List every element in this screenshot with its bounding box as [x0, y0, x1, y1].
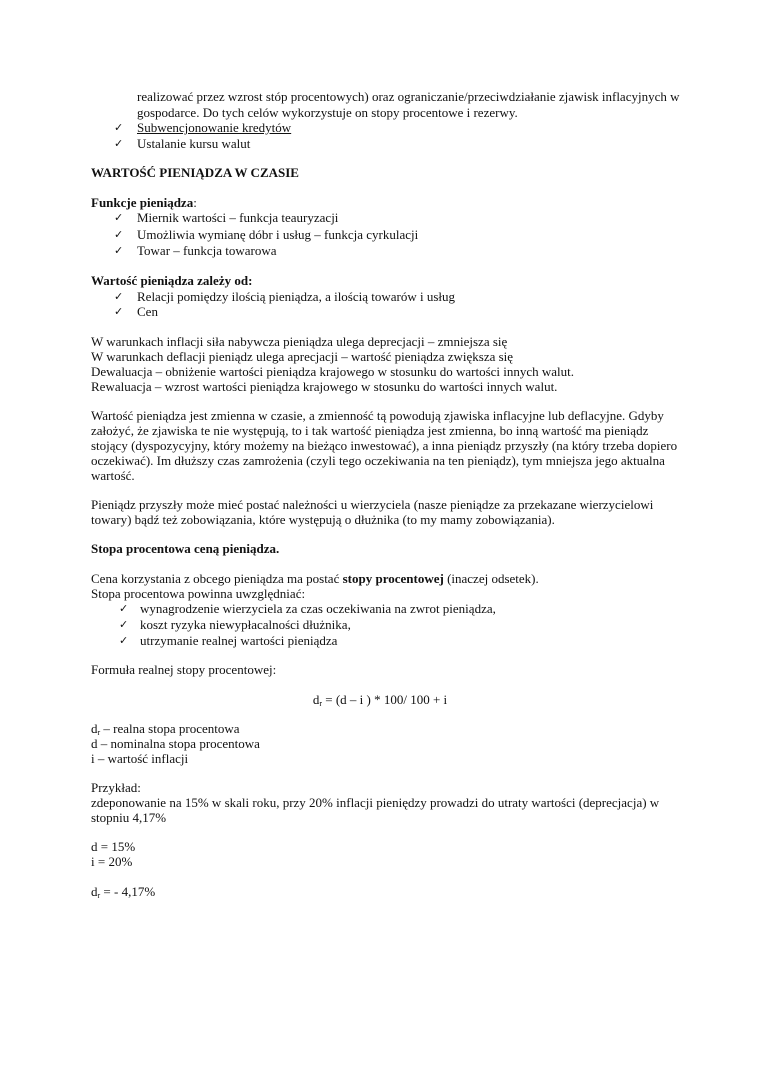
check-icon: ✓	[114, 211, 124, 224]
subheading: Stopa procentowa ceną pieniądza.	[91, 541, 280, 556]
legend-line: d – nominalna stopa procentowa	[91, 736, 260, 751]
list-item: Ustalanie kursu walut	[137, 136, 251, 151]
list-item: wynagrodzenie wierzyciela za czas oczekiwania na zwrot pieniądza,	[140, 601, 496, 616]
paragraph-line: towary) bądź też zobowiązania, które występują o dłużnika (to my mamy zobowiązania).	[91, 512, 555, 527]
formula: $d_r = (d - i$ ) * 100/ 100 + i	[312, 692, 448, 708]
intro-line: realizować przez wzrost stóp procentowych) oraz ograniczanie/przeciwdziałanie zjawisk inflacyjnych w	[137, 89, 680, 104]
subheading: Funkcje pieniądza:	[91, 195, 197, 210]
definition-line: W warunkach inflacji siła nabywcza pieniądza ulega deprecjacji – zmniejsza się	[91, 334, 508, 349]
definition-line: Rewaluacja – wzrost wartości pieniądza krajowego w stosunku do wartości innych walut.	[91, 379, 558, 394]
example-line: stopniu 4,17%	[91, 810, 167, 825]
list-item: Miernik wartości – funkcja teauryzacji	[137, 210, 339, 225]
legend-line: $d_r$ – realna stopa procentowa	[91, 721, 240, 737]
check-icon: ✓	[119, 602, 129, 615]
paragraph-line: stojący (dyspozycyjny, który możemy na bieżąco inwestować), a inna pieniądz przyszły (na który trzeba dopiero	[91, 438, 678, 453]
paragraph-line: Stopa procentowa powinna uwzględniać:	[91, 586, 306, 601]
list-item: Umożliwia wymianę dóbr i usług – funkcja cyrkulacji	[137, 227, 419, 242]
check-icon: ✓	[114, 244, 124, 257]
legend-line: i – wartość inflacji	[91, 751, 189, 766]
check-icon: ✓	[114, 228, 124, 241]
definition-line: Dewaluacja – obniżenie wartości pieniądza krajowego w stosunku do wartości innych walut.	[91, 364, 575, 379]
list-item: Relacji pomiędzy ilością pieniądza, a ilością towarów i usług	[137, 289, 456, 304]
link-subwencjonowanie[interactable]: Subwencjonowanie kredytów	[137, 120, 292, 135]
check-icon: ✓	[114, 137, 124, 150]
example-line: zdeponowanie na 15% w skali roku, przy 20% inflacji pieniędzy prowadzi do utraty wartości (deprecjacja) w	[91, 795, 660, 810]
subheading: Wartość pieniądza zależy od:	[91, 273, 253, 288]
list-item: utrzymanie realnej wartości pieniądza	[140, 633, 338, 648]
example-result: $d_r$ = - 4,17%	[91, 884, 156, 900]
paragraph-line: Wartość pieniądza jest zmienna w czasie, a zmienność tą powodują zjawiska inflacyjne lub deflacyjne. Gdyby	[91, 408, 664, 423]
example-value: i = 20%	[91, 854, 133, 869]
check-icon: ✓	[114, 121, 124, 134]
formula-label: Formuła realnej stopy procentowej:	[91, 662, 277, 677]
paragraph-line: wartość.	[91, 468, 135, 483]
example-value: d = 15%	[91, 839, 136, 854]
section-heading: WARTOŚĆ PIENIĄDZA W CZASIE	[91, 165, 299, 180]
list-item: Towar – funkcja towarowa	[137, 243, 277, 258]
list-item	[137, 120, 291, 135]
check-icon: ✓	[119, 618, 129, 631]
list-item: Cen	[137, 304, 158, 319]
paragraph-line: oczekiwać). Im dłuższy czas zamrożenia (czyli tego oczekiwania na ten pieniądz), tym mniejsza jego aktualna	[91, 453, 665, 468]
check-icon: ✓	[114, 290, 124, 303]
example-label: Przykład:	[91, 780, 141, 795]
intro-line: gospodarce. Do tych celów wykorzystuje on stopy procentowe i rezerwy.	[137, 105, 518, 120]
list-item: koszt ryzyka niewypłacalności dłużnika,	[140, 617, 351, 632]
paragraph-line: założyć, że zjawiska te nie występują, to i tak wartość pieniądza jest zmienna, bo inną wartość ma pieniądz	[91, 423, 649, 438]
check-icon: ✓	[119, 634, 129, 647]
paragraph-line: Pieniądz przyszły może mieć postać należności u wierzyciela (nasze pieniądze za przekazane wierzycielowi	[91, 497, 654, 512]
check-icon: ✓	[114, 305, 124, 318]
paragraph-line: Cena korzystania z obcego pieniądza ma postać stopy procentowej (inaczej odsetek).	[91, 571, 539, 586]
definition-line: W warunkach deflacji pieniądz ulega aprecjacji – wartość pieniądza zwiększa się	[91, 349, 514, 364]
